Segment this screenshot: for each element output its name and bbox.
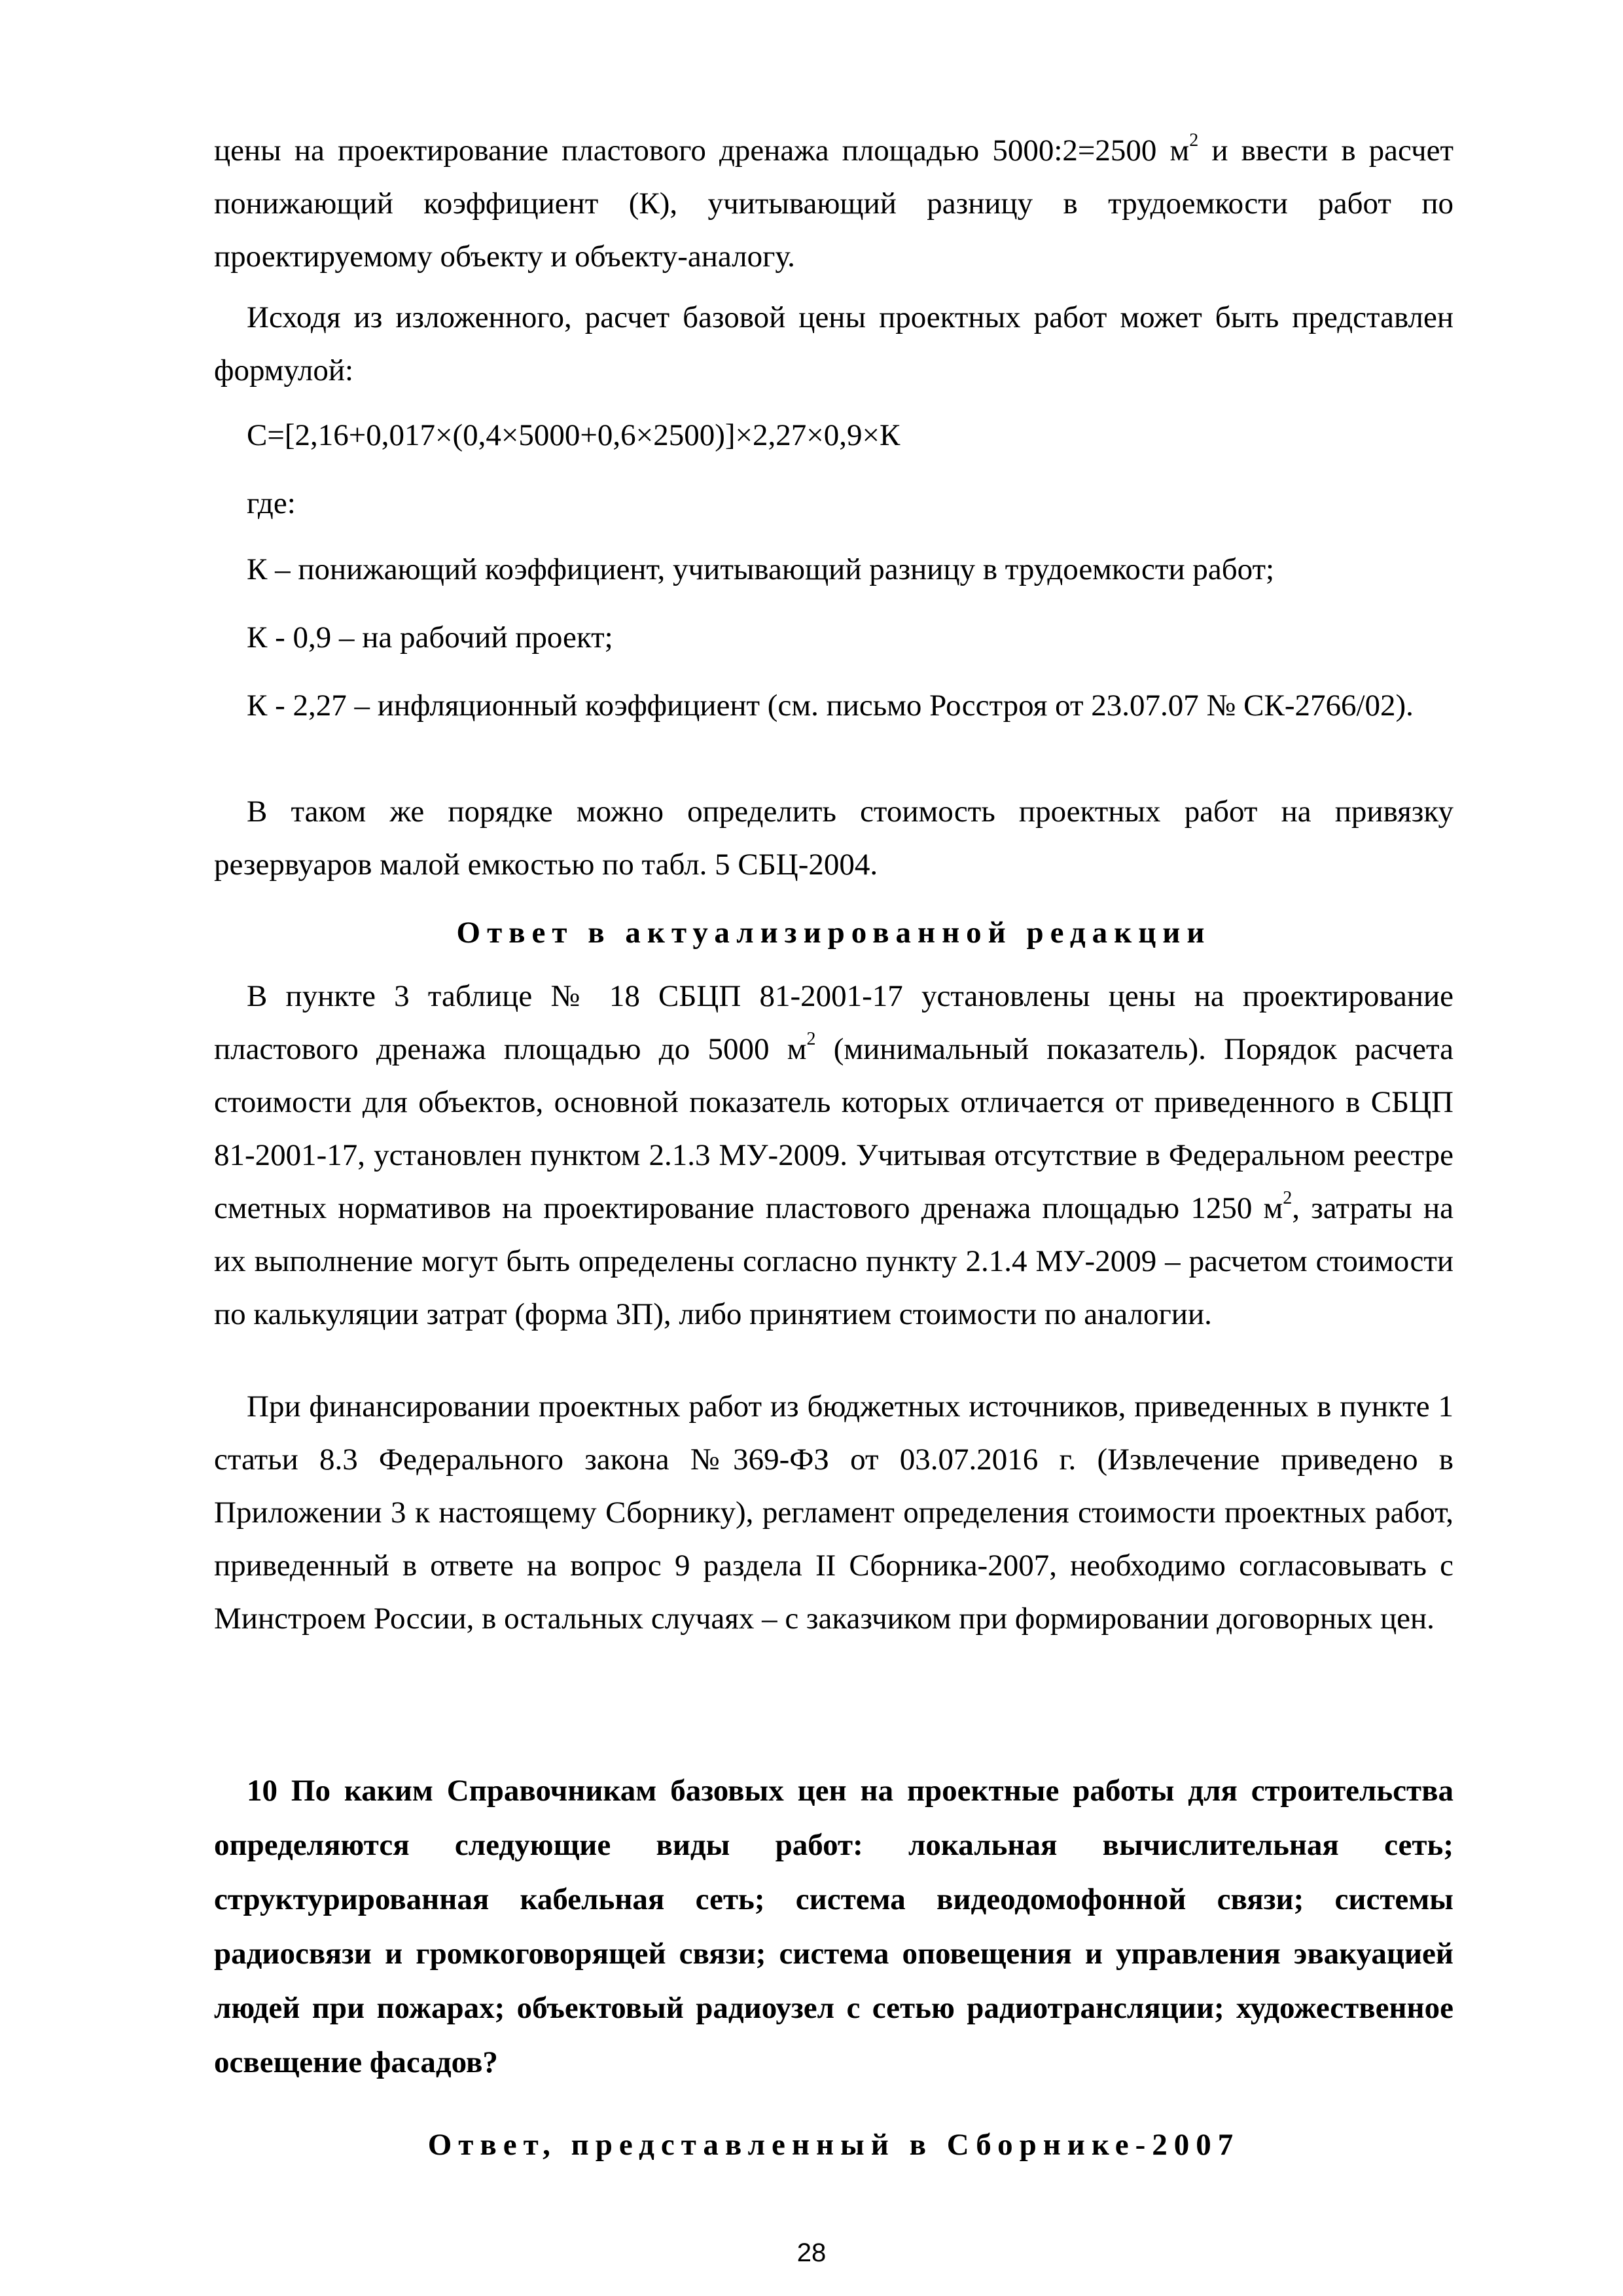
superscript: 2 <box>1189 130 1199 151</box>
k-definition-3: К - 2,27 – инфляционный коэффициент (см. письмо Росстроя от 23.07.07 № СК-2766/02). <box>247 689 1414 723</box>
text: цены на проектирование пластового дренажа площадью 5000:2=2500 м <box>214 134 1190 168</box>
section-heading-answer-2007: Ответ, представленный в Сборнике-2007 <box>427 2128 1240 2162</box>
formula: С=[2,16+0,017×(0,4×5000+0,6×2500)]×2,27×0,9×К <box>247 418 901 452</box>
section-heading-updated-answer: Ответ в актуализированной редакции <box>456 916 1211 950</box>
text: , затраты на их выполнение могут быть определены согласно пункту 2.1.4 МУ-2009 – расчетом стоимости по калькуляции затрат (форма 3П), либо принятием стоимости по аналогии. <box>214 1191 1454 1331</box>
paragraph-4 <box>214 970 1454 1341</box>
question-10: 10 По каким Справочникам базовых цен на проектные работы для строительства определяются следующие виды работ: локальная вычислительная сеть; структурированная кабельная сеть; система видеодомофонной связи; системы радиосвязи и громкоговорящей связи; система оповещения и управления эвакуацией людей при пожарах; объектовый радиоузел с сетью радиотрансляции; художественное освещение фасадов? <box>214 1774 1454 2079</box>
text: (минимальный показатель). Порядок расчета стоимости для объектов, основной показатель которых отличается от приведенного в СБЦП 81-2001-17, установлен пунктом 2.1.3 МУ-2009. Учитывая отсутствие в Федеральном реестре сметных нормативов на проектирование пластового дренажа площадью 1250 м <box>214 1032 1454 1225</box>
paragraph-2: Исходя из изложенного, расчет базовой цены проектных работ может быть представлен формулой: <box>214 300 1454 387</box>
k-definition-1: К – понижающий коэффициент, учитывающий разницу в трудоемкости работ; <box>247 552 1275 586</box>
paragraph-1 <box>214 124 1454 283</box>
text: и ввести в расчет понижающий коэффициент (К), учитывающий разницу в трудоемкости работ по проектируемому объекту и объекту-аналогу. <box>214 134 1454 274</box>
where-label: где: <box>247 486 296 520</box>
page-number: 28 <box>796 2238 827 2267</box>
superscript: 2 <box>806 1029 816 1049</box>
paragraph-5: При финансировании проектных работ из бюджетных источников, приведенных в пункте 1 статьи 8.3 Федерального закона №369-ФЗ от 03.07.2016 г. (Извлечение приведено в Приложении 3 к настоящему Сборнику), регламент определения стоимости проектных работ, приведенный в ответе на вопрос 9 раздела II Сборника-2007, необходимо согласовывать с Минстроем России, в остальных случаях – с заказчиком при формировании договорных цен. <box>214 1390 1454 1636</box>
superscript: 2 <box>1283 1188 1293 1208</box>
text: В пункте 3 таблице № 18 СБЦП 81-2001-17 установлены цены на проектирование пластового дренажа площадью до 5000 м <box>214 979 1454 1066</box>
k-definition-2: К - 0,9 – на рабочий проект; <box>247 620 613 655</box>
paragraph-3: В таком же порядке можно определить стоимость проектных работ на привязку резервуаров малой емкостью по табл. 5 СБЦ-2004. <box>214 795 1454 882</box>
